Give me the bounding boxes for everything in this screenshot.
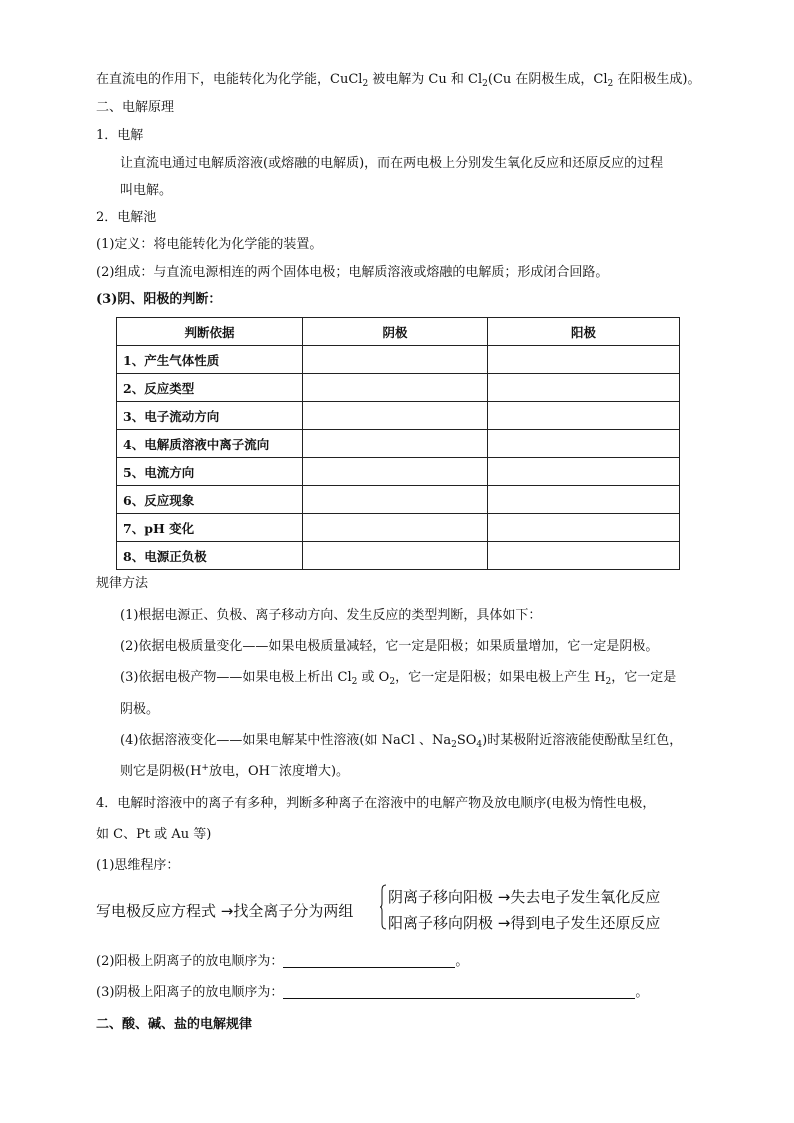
period: 。 <box>635 985 649 1000</box>
subscript: 2 <box>389 677 396 687</box>
item2-definition: (1)定义：将电能转化为化学能的装置。 <box>96 237 323 252</box>
subscript: 2 <box>605 677 612 687</box>
item2-composition: (2)组成：与直流电源相连的两个固体电极；电解质溶液或熔融的电解质；形成闭合回路。 <box>96 265 609 280</box>
item4-title: 4．电解时溶液中的离子有多种，判断多种离子在溶液中的电解产物及放电顺序(电极为惰性电极， <box>96 796 656 811</box>
curly-brace-icon <box>380 884 387 930</box>
item2-judgment-title: (3)阴、阳极的判断： <box>96 292 222 307</box>
table-cell-blank <box>303 346 488 374</box>
cathode-discharge-order <box>96 984 648 1002</box>
superscript: + <box>201 763 209 773</box>
table-cell-blank <box>488 458 680 486</box>
table-cell-blank <box>488 430 680 458</box>
flow-branch-anion: 阴离子移向阳极 →失去电子发生氧化反应 <box>388 888 661 906</box>
subscript: 2 <box>362 79 369 89</box>
intro-text-4: 在阳极生成)。 <box>613 72 701 87</box>
table-cell-blank <box>488 486 680 514</box>
rule-4-text: 放电，OH <box>208 764 270 779</box>
subscript: 2 <box>607 79 614 89</box>
table-cell-blank <box>488 542 680 570</box>
rule-4-cont <box>120 763 349 781</box>
subscript: 2 <box>482 79 488 89</box>
table-header-anode: 阳极 <box>488 318 680 346</box>
table-header-cathode: 阴极 <box>303 318 488 346</box>
table-row <box>117 458 680 486</box>
table-row-label: 1、产生气体性质 <box>117 346 303 374</box>
rule-2: (2)依据电极质量变化——如果电极质量减轻，它一定是阳极；如果质量增加，它一定是阴极。 <box>120 639 659 654</box>
item4-title-cont: 如 C、Pt 或 Au 等) <box>96 827 212 842</box>
table-cell-blank <box>488 514 680 542</box>
table-cell-blank <box>303 458 488 486</box>
section3-title: 二、酸、碱、盐的电解规律 <box>96 1017 253 1032</box>
table-cell-blank <box>303 514 488 542</box>
rule-4-text: SO <box>456 733 477 748</box>
rule-3-text: ，它一定是 <box>611 670 677 685</box>
table-header-row <box>117 318 680 346</box>
section2-title: 二、电解原理 <box>96 100 175 115</box>
flow-lead: 写电极反应方程式 →找全离子分为两组 <box>96 902 354 920</box>
anode-discharge-label: (2)阳极上阴离子的放电顺序为： <box>96 954 284 969</box>
intro-text-1: 在直流电的作用下，电能转化为化学能，CuCl <box>96 72 363 87</box>
table-row <box>117 486 680 514</box>
table-cell-blank <box>303 430 488 458</box>
subscript: 2 <box>451 740 457 750</box>
intro-line <box>96 71 700 89</box>
anode-discharge-blank[interactable] <box>283 953 455 968</box>
table-row-label: 3、电子流动方向 <box>117 402 303 430</box>
table-cell-blank <box>488 374 680 402</box>
table-row-label: 6、反应现象 <box>117 486 303 514</box>
intro-text-3: (Cu 在阴极生成，Cl <box>487 72 608 87</box>
table-header-criterion: 判断依据 <box>117 318 303 346</box>
table-cell-blank <box>303 542 488 570</box>
rule-3-cont: 阴极。 <box>120 702 160 717</box>
table-row <box>117 374 680 402</box>
item4-thinking-process: (1)思维程序： <box>96 858 180 873</box>
table-row <box>117 430 680 458</box>
table-row <box>117 402 680 430</box>
cathode-discharge-blank[interactable] <box>283 984 635 999</box>
period: 。 <box>455 954 469 969</box>
electrode-judgment-table <box>116 317 680 570</box>
rule-4-text: 浓度增大)。 <box>278 764 350 779</box>
table-row-label: 7、pH 变化 <box>117 514 303 542</box>
rule-1: (1)根据电源正、负极、离子移动方向、发生反应的类型判断，具体如下： <box>120 608 542 623</box>
table-row-label: 5、电流方向 <box>117 458 303 486</box>
table-cell-blank <box>488 346 680 374</box>
item1-definition-cont: 叫电解。 <box>120 183 173 198</box>
flow-branch-cation: 阳离子移向阴极 →得到电子发生还原反应 <box>388 914 661 932</box>
subscript: 2 <box>351 677 358 687</box>
table-row <box>117 514 680 542</box>
rules-title: 规律方法 <box>96 576 149 591</box>
table-cell-blank <box>303 374 488 402</box>
table-cell-blank <box>488 402 680 430</box>
rule-3-text: (3)依据电极产物——如果电极上析出 Cl <box>120 670 352 685</box>
table-row-label: 8、电源正负极 <box>117 542 303 570</box>
table-row <box>117 346 680 374</box>
rule-4-text: )时某极附近溶液能使酚酞呈红色， <box>482 733 683 748</box>
rule-3-text: 或 O <box>357 670 390 685</box>
rule-4-text: 则它是阴极(H <box>120 764 202 779</box>
cathode-discharge-label: (3)阴极上阳离子的放电顺序为： <box>96 985 284 1000</box>
intro-text-2: 被电解为 Cu 和 Cl <box>368 72 483 87</box>
table-row-label: 2、反应类型 <box>117 374 303 402</box>
item2-title: 2．电解池 <box>96 210 157 225</box>
item1-definition: 让直流电通过电解质溶液(或熔融的电解质)，而在两电极上分别发生氧化反应和还原反应的过程 <box>120 156 664 171</box>
superscript: － <box>269 763 279 773</box>
rule-4-text: (4)依据溶液变化——如果电解某中性溶液(如 NaCl 、Na <box>120 733 452 748</box>
subscript: 4 <box>476 740 483 750</box>
rule-3 <box>120 669 676 687</box>
anode-discharge-order <box>96 953 468 971</box>
table-cell-blank <box>303 402 488 430</box>
item1-title: 1．电解 <box>96 128 144 143</box>
table-row <box>117 542 680 570</box>
rule-3-text: ，它一定是阳极；如果电极上产生 H <box>395 670 606 685</box>
table-row-label: 4、电解质溶液中离子流向 <box>117 430 303 458</box>
rule-4 <box>120 732 682 750</box>
table-cell-blank <box>303 486 488 514</box>
